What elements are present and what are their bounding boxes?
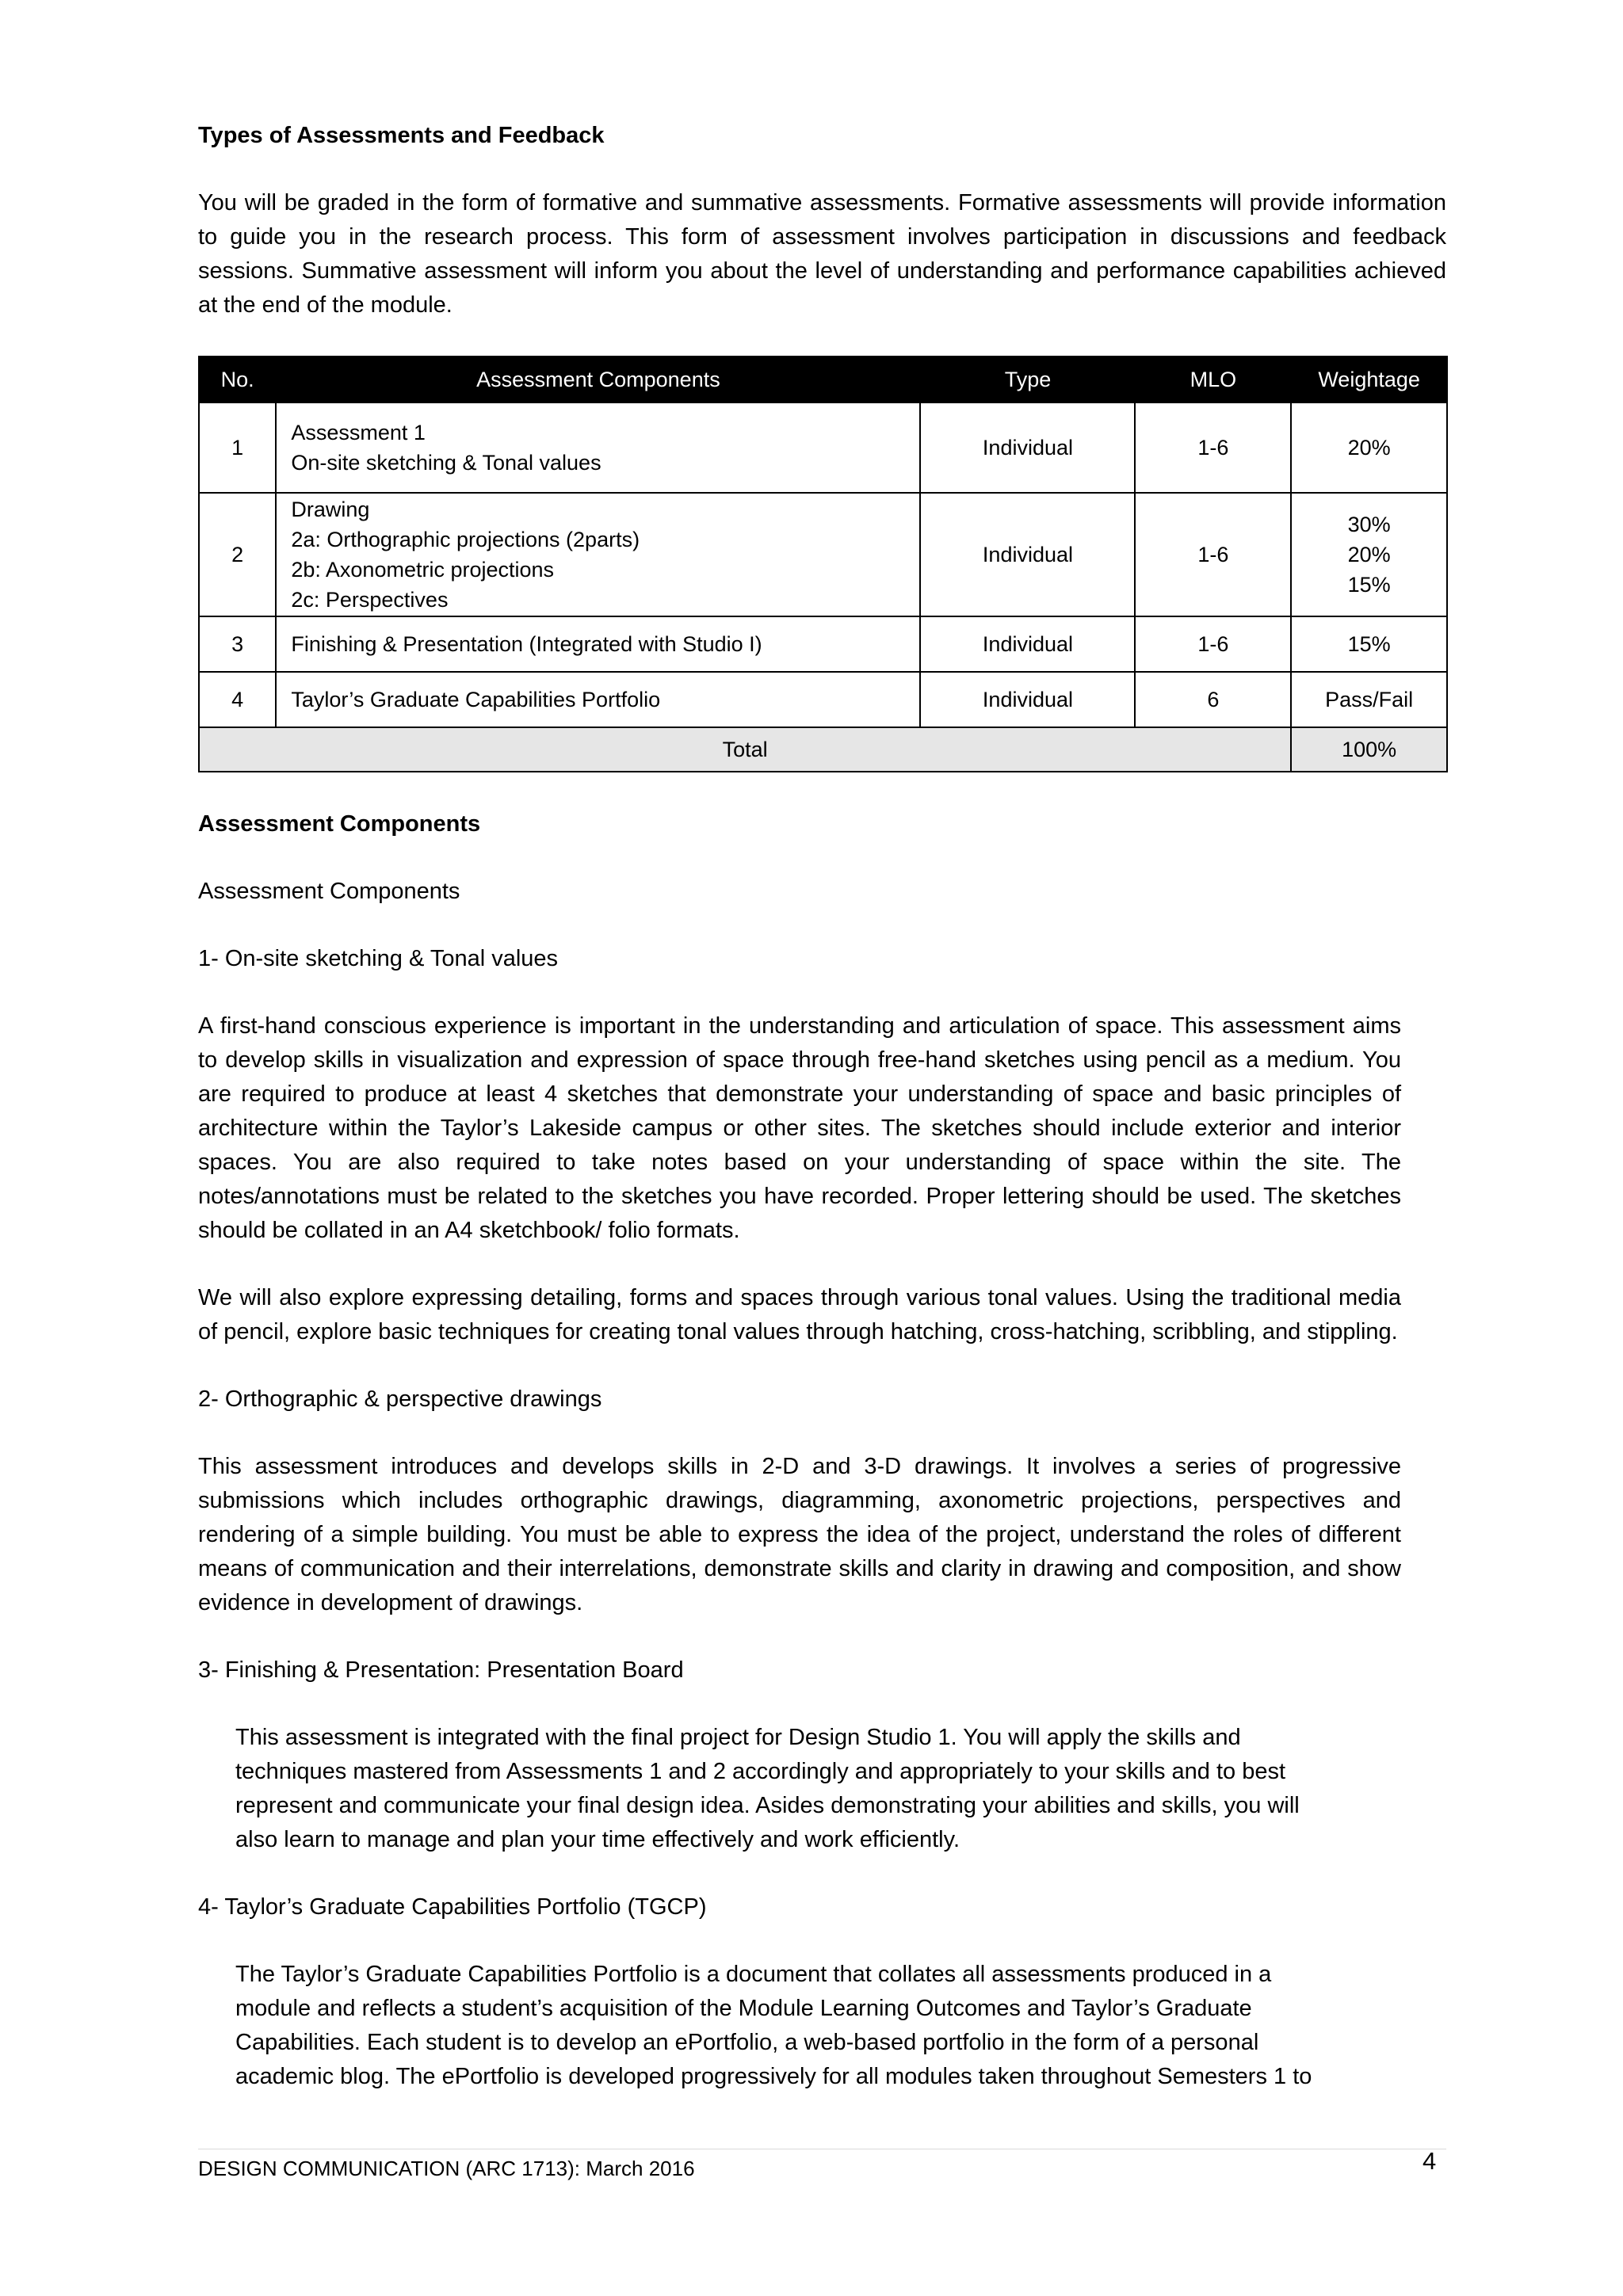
intro-paragraph: You will be graded in the form of formative and summative assessments. Formative assessments will provide information to guide you in the research process. This form of assessment involves participation in discussions and feedback sessions. Summative assessment will inform you about the level of understanding and performance capabilities achieved at the end of the module.: [198, 190, 1446, 318]
total-value: 100%: [1291, 727, 1447, 772]
component-paragraph: This assessment introduces and develops skills in 2-D and 3-D drawings. It involves a series of progressive submissions which includes orthographic drawings, diagramming, axonometric projections, perspectives and rendering of a simple building. You must be able to express the idea of the project, understand the roles of different means of communication and their interrelations, demonstrate skills and clarity in drawing and composition, and show evidence in development of drawings.: [198, 1454, 1401, 1615]
paragraph-line: Capabilities. Each student is to develop an ePortfolio, a web-based portfolio in the form of a personal: [235, 2030, 1259, 2055]
paragraph-line: techniques mastered from Assessments 1 and 2 accordingly and appropriately to your skills and to best: [235, 1759, 1286, 1784]
component-paragraph: [235, 1721, 1438, 1857]
table-header-row: [199, 357, 1447, 402]
cell-component: [276, 402, 920, 493]
paragraph-line: represent and communicate your final design idea. Asides demonstrating your abilities and skills, you will: [235, 1793, 1300, 1818]
cell-mlo: 1-6: [1135, 402, 1291, 493]
component-line: 2c: Perspectives: [291, 588, 449, 612]
components-subheading: Assessment Components: [198, 879, 460, 904]
cell-mlo: 6: [1135, 672, 1291, 727]
cell-weightage: [1291, 493, 1447, 616]
page-number: 4: [1423, 2147, 1437, 2175]
header-weightage: Weightage: [1291, 357, 1447, 402]
table-row: [199, 616, 1447, 672]
footer-module-label: DESIGN COMMUNICATION (ARC 1713): March 2016: [198, 2157, 695, 2180]
component-line: 2a: Orthographic projections (2parts): [291, 528, 640, 551]
cell-no: 1: [199, 402, 276, 493]
cell-weightage: 15%: [1291, 616, 1447, 672]
cell-component: Taylor’s Graduate Capabilities Portfolio: [276, 672, 920, 727]
table-row: [199, 493, 1447, 616]
header-components: Assessment Components: [276, 357, 920, 402]
paragraph-line: also learn to manage and plan your time effectively and work efficiently.: [235, 1827, 960, 1852]
cell-type: Individual: [920, 493, 1135, 616]
cell-component: [276, 493, 920, 616]
component-paragraph: We will also explore expressing detailing, forms and spaces through various tonal values. Using the traditional media of pencil, explore basic techniques for creating tonal values through hatching, cross-hatching, scribbling, and stippling.: [198, 1285, 1401, 1344]
component-line: Drawing: [291, 498, 370, 521]
paragraph-line: module and reflects a student’s acquisition of the Module Learning Outcomes and Taylor’s Graduate: [235, 1996, 1252, 2021]
header-type: Type: [920, 357, 1135, 402]
paragraph-line: The Taylor’s Graduate Capabilities Portfolio is a document that collates all assessments produced in a: [235, 1962, 1272, 1987]
cell-no: 4: [199, 672, 276, 727]
component-title: 4- Taylor’s Graduate Capabilities Portfolio (TGCP): [198, 1894, 707, 1920]
table-row: [199, 672, 1447, 727]
components-heading: Assessment Components: [198, 811, 481, 837]
assessment-table: [198, 356, 1448, 772]
cell-type: Individual: [920, 672, 1135, 727]
cell-component: Finishing & Presentation (Integrated with Studio I): [276, 616, 920, 672]
header-no: No.: [199, 357, 276, 402]
table-total-row: [199, 727, 1447, 772]
cell-type: Individual: [920, 402, 1135, 493]
weightage-line: 30%: [1347, 513, 1391, 536]
component-line: 2b: Axonometric projections: [291, 558, 555, 582]
weightage-line: 20%: [1347, 543, 1391, 566]
component-title: 1- On-site sketching & Tonal values: [198, 946, 559, 971]
cell-weightage: 20%: [1291, 402, 1447, 493]
total-label: Total: [199, 727, 1291, 772]
cell-no: 3: [199, 616, 276, 672]
section-title: Types of Assessments and Feedback: [198, 123, 605, 148]
cell-mlo: 1-6: [1135, 493, 1291, 616]
paragraph-line: academic blog. The ePortfolio is developed progressively for all modules taken throughout Semesters 1 to: [235, 2064, 1312, 2089]
paragraph-line: This assessment is integrated with the final project for Design Studio 1. You will apply the skills and: [235, 1725, 1241, 1750]
table-row: [199, 402, 1447, 493]
component-line: Assessment 1: [291, 421, 426, 444]
component-line: On-site sketching & Tonal values: [291, 451, 601, 475]
weightage-line: 15%: [1347, 573, 1391, 597]
document-page: [198, 119, 1446, 2094]
component-title: 3- Finishing & Presentation: Presentation Board: [198, 1657, 684, 1683]
component-paragraph: [235, 1958, 1438, 2094]
cell-type: Individual: [920, 616, 1135, 672]
cell-weightage: Pass/Fail: [1291, 672, 1447, 727]
component-title: 2- Orthographic & perspective drawings: [198, 1386, 602, 1412]
component-paragraph: A first-hand conscious experience is important in the understanding and articulation of space. This assessment aims to develop skills in visualization and expression of space through free-hand sketches using pencil as a medium. You are required to produce at least 4 sketches that demonstrate your understanding of space and basic principles of architecture within the Taylor’s Lakeside campus or other sites. The sketches should include exterior and interior spaces. You are also required to take notes based on your understanding of space within the site. The notes/annotations must be related to the sketches you have recorded. Proper lettering should be used. The sketches should be collated in an A4 sketchbook/ folio formats.: [198, 1013, 1401, 1243]
header-mlo: MLO: [1135, 357, 1291, 402]
cell-no: 2: [199, 493, 276, 616]
cell-mlo: 1-6: [1135, 616, 1291, 672]
